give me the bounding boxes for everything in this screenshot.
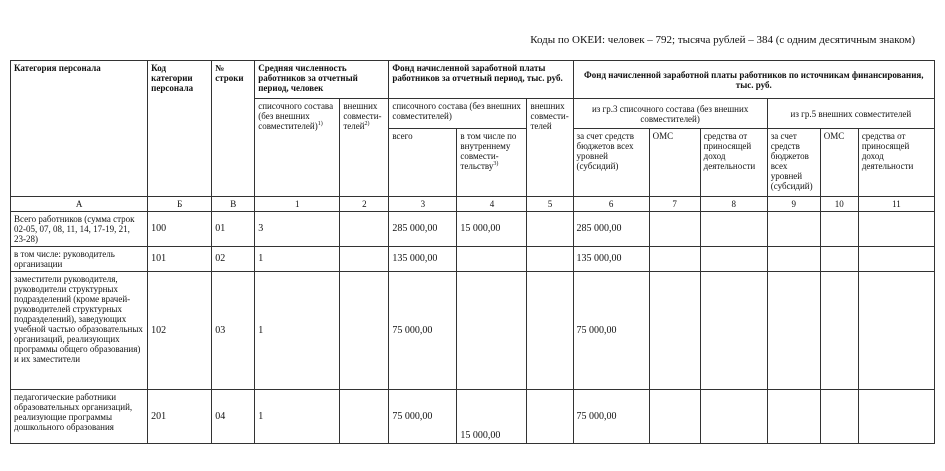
header-category: Категория персонала: [11, 61, 148, 197]
row-col10: [820, 272, 858, 390]
row-line: 04: [212, 390, 255, 444]
row-col2: [340, 272, 389, 390]
table-row: [11, 212, 935, 247]
row-col3: 285 000,00: [389, 212, 457, 247]
col-number: В: [212, 197, 255, 212]
row-col2: [340, 390, 389, 444]
header-payroll-sources: Фонд начисленной заработной платы работников по источникам финансирования, тыс. руб.: [573, 61, 934, 99]
header-internal: в том числе по внутреннему совмести-тельству$^{3)}$: [457, 129, 527, 197]
header-from-gr5: из гр.5 внешних совместителей: [767, 99, 934, 129]
row-col8: [700, 212, 767, 247]
okei-codes: Коды по ОКЕИ: человек – 792; тысяча рублей – 384 (с одним десятичным знаком): [530, 34, 915, 46]
header-income-gr5: средства от приносящей доход деятельности: [858, 129, 934, 197]
row-col3: 75 000,00: [389, 390, 457, 444]
col-number: 7: [649, 197, 700, 212]
row-col10: [820, 390, 858, 444]
header-from-gr3: из гр.3 списочного состава (без внешних совместителей): [573, 99, 767, 129]
header-oms-gr5: ОМС: [820, 129, 858, 197]
row-code: 102: [148, 272, 212, 390]
row-line: 02: [212, 247, 255, 272]
row-category: педагогические работники образовательных организаций, реализующие программы дошкольного образования: [11, 390, 148, 444]
col-number: 10: [820, 197, 858, 212]
table-row: [11, 247, 935, 272]
col-number: 6: [573, 197, 649, 212]
row-col7: [649, 390, 700, 444]
row-col2: [340, 212, 389, 247]
row-col8: [700, 247, 767, 272]
row-category: в том числе: руководитель организации: [11, 247, 148, 272]
row-col11: [858, 247, 934, 272]
row-col11: [858, 212, 934, 247]
row-code: 201: [148, 390, 212, 444]
row-col5: [527, 390, 573, 444]
col-number: 9: [767, 197, 820, 212]
col-number: 3: [389, 197, 457, 212]
row-col10: [820, 247, 858, 272]
row-code: 101: [148, 247, 212, 272]
row-col6: 75 000,00: [573, 390, 649, 444]
row-col1: 1: [255, 272, 340, 390]
header-code: Код категории персонала: [148, 61, 212, 197]
table-row: [11, 272, 935, 390]
row-col1: 3: [255, 212, 340, 247]
row-col9: [767, 247, 820, 272]
col-number: 8: [700, 197, 767, 212]
row-line: 03: [212, 272, 255, 390]
header-oms-gr3: ОМС: [649, 129, 700, 197]
row-col1: 1: [255, 247, 340, 272]
row-col9: [767, 272, 820, 390]
row-col9: [767, 390, 820, 444]
row-col6: 135 000,00: [573, 247, 649, 272]
col-number: 4: [457, 197, 527, 212]
row-col7: [649, 247, 700, 272]
row-col6: 285 000,00: [573, 212, 649, 247]
row-category: Всего работников (сумма строк 02-05, 07, 08, 11, 14, 17-19, 21, 23-28): [11, 212, 148, 247]
header-external-payroll: внешних совмести-телей: [527, 99, 573, 197]
row-col11: [858, 272, 934, 390]
row-col4: [457, 272, 527, 390]
row-col7: [649, 272, 700, 390]
row-col1: 1: [255, 390, 340, 444]
row-col8: [700, 272, 767, 390]
col-number: 2: [340, 197, 389, 212]
staff-payroll-form-table: [10, 60, 935, 444]
row-col9: [767, 212, 820, 247]
row-col4: 15 000,00: [457, 212, 527, 247]
column-numbers-row: [11, 197, 935, 212]
row-col3: 75 000,00: [389, 272, 457, 390]
col-number: 5: [527, 197, 573, 212]
header-budget-gr5: за счет средств бюджетов всех уровней (субсидий): [767, 129, 820, 197]
header-budget-gr3: за счет средств бюджетов всех уровней (субсидий): [573, 129, 649, 197]
row-col3: 135 000,00: [389, 247, 457, 272]
row-col8: [700, 390, 767, 444]
row-col11: [858, 390, 934, 444]
row-col5: [527, 247, 573, 272]
table-row: [11, 390, 935, 444]
col-number: 11: [858, 197, 934, 212]
row-col7: [649, 212, 700, 247]
header-external: внешних совмести-телей$^{2)}$: [340, 99, 389, 197]
col-number: Б: [148, 197, 212, 212]
row-col5: [527, 272, 573, 390]
header-list-staff-payroll: списочного состава (без внешних совместителей): [389, 99, 527, 129]
row-col2: [340, 247, 389, 272]
header-total: всего: [389, 129, 457, 197]
row-col4: 15 000,00: [457, 390, 527, 444]
col-number: 1: [255, 197, 340, 212]
header-payroll: Фонд начисленной заработной платы работников за отчетный период, тыс. руб.: [389, 61, 573, 99]
row-col10: [820, 212, 858, 247]
row-col5: [527, 212, 573, 247]
row-col6: 75 000,00: [573, 272, 649, 390]
row-category: заместители руководителя, руководители структурных подразделений (кроме врачей-руководителей структурных подразделений), заведующих учебной частью образовательных организаций, реализующих программы общего образования) и их заместители: [11, 272, 148, 390]
header-income-gr3: средства от приносящей доход деятельности: [700, 129, 767, 197]
header-list-staff: списочного состава (без внешних совместителей)$^{1)}$: [255, 99, 340, 197]
col-number: А: [11, 197, 148, 212]
header-avg-count: Средняя численность работников за отчетный период, человек: [255, 61, 389, 99]
header-line-no: № строки: [212, 61, 255, 197]
row-col4: [457, 247, 527, 272]
row-code: 100: [148, 212, 212, 247]
row-line: 01: [212, 212, 255, 247]
